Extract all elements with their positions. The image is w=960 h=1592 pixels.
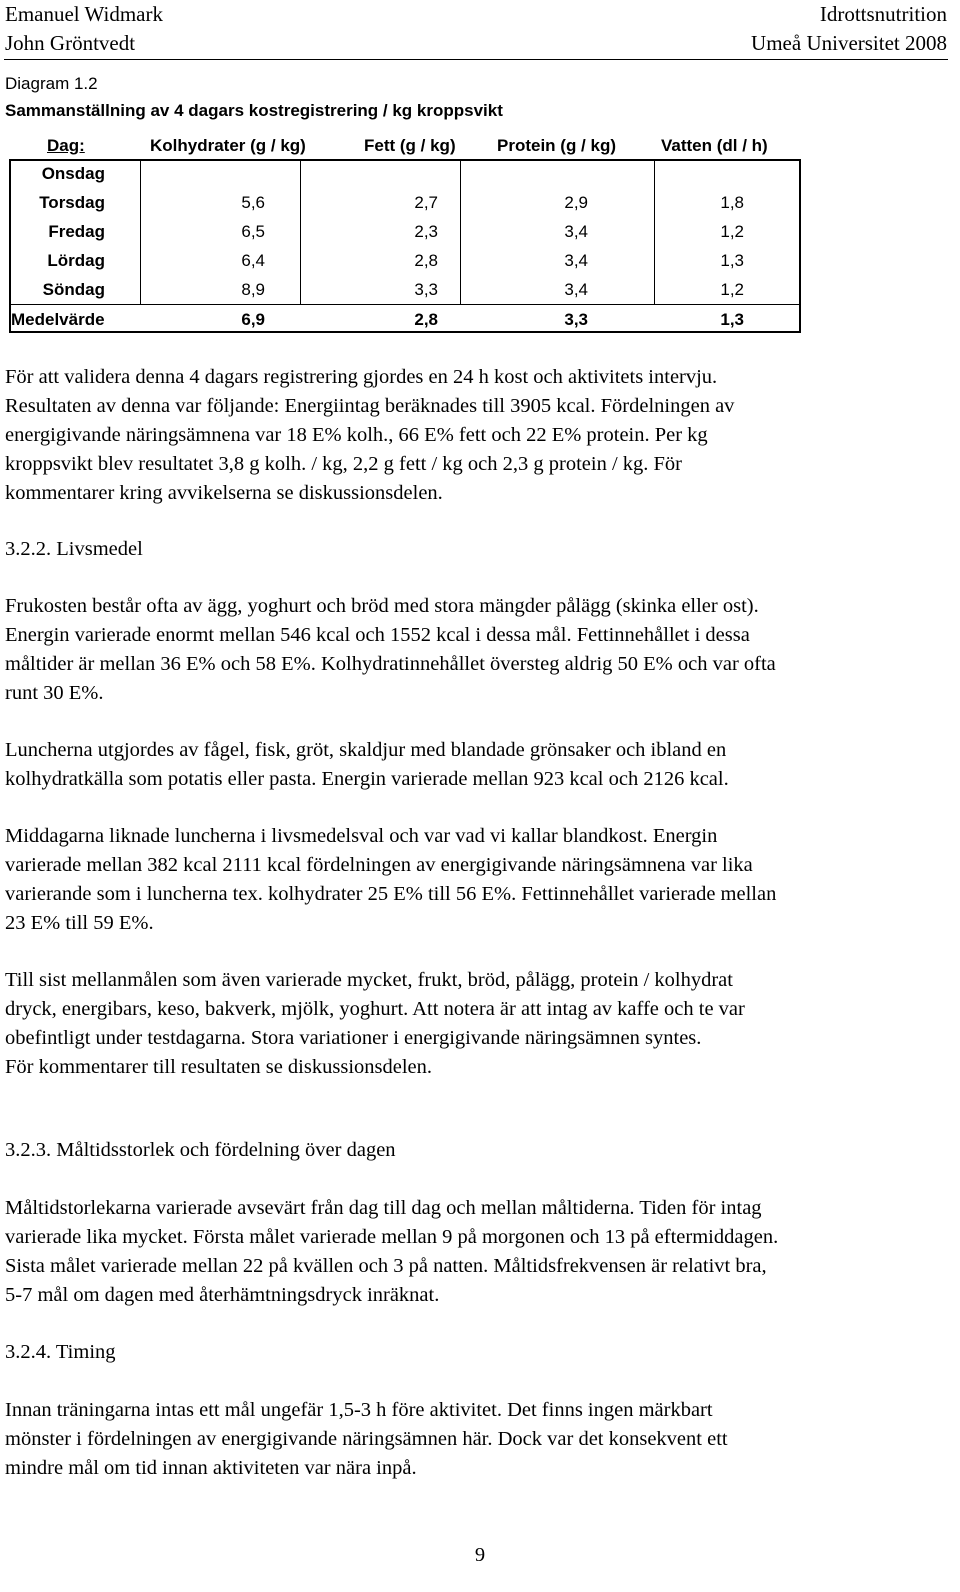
average-fett: 2,8	[414, 310, 438, 329]
cell-protein: 3,4	[564, 222, 588, 241]
mellanmal-paragraph	[5, 966, 953, 1082]
text-line: måltider är mellan 36 E% och 58 E%. Kolhydratinnehållet översteg aldrig 50 E% och var ofta	[5, 653, 776, 675]
text-line: För kommentarer till resultaten se diskussionsdelen.	[5, 1056, 433, 1078]
cell-kolhydrater: 8,9	[241, 280, 265, 299]
cell-vatten: 1,8	[720, 193, 744, 212]
text-line: kroppsvikt blev resultatet 3,8 g kolh. / kg, 2,2 g fett / kg och 2,3 g protein / kg. För	[5, 453, 682, 475]
text-line: Innan träningarna intas ett mål ungefär 1,5-3 h före aktivitet. Det finns ingen märkbart	[5, 1399, 713, 1421]
column-divider	[460, 159, 461, 304]
author-name-2: John Gröntvedt	[5, 31, 136, 55]
cell-protein: 3,4	[564, 280, 588, 299]
text-line: obefintligt under testdagarna. Stora variationer i energigivande näringsämnen syntes.	[5, 1027, 702, 1049]
column-header-kolhydrater: Kolhydrater (g / kg)	[150, 136, 306, 155]
column-header-day: Dag:	[47, 136, 85, 155]
text-line: mindre mål om tid innan aktiviteten var nära inpå.	[5, 1457, 417, 1479]
cell-kolhydrater: 6,4	[241, 251, 265, 270]
maltid-paragraph	[5, 1194, 953, 1310]
text-line: 23 E% till 59 E%.	[5, 912, 154, 934]
column-header-vatten: Vatten (dl / h)	[661, 136, 768, 155]
column-header-protein: Protein (g / kg)	[497, 136, 616, 155]
table-row-day: Torsdag	[39, 193, 105, 212]
diagram-title: Sammanställning av 4 dagars kostregistrering / kg kroppsvikt	[5, 101, 503, 120]
column-divider	[300, 159, 301, 304]
table-row-day: Söndag	[42, 280, 105, 299]
text-line: varierade lika mycket. Första målet varierade mellan 9 på morgonen och 13 på eftermiddagen.	[5, 1226, 779, 1248]
cell-kolhydrater: 6,5	[241, 222, 265, 241]
cell-fett: 2,3	[414, 222, 438, 241]
table-row-day: Lördag	[47, 251, 105, 270]
text-line: runt 30 E%.	[5, 682, 104, 704]
header-divider	[4, 59, 948, 60]
cell-fett: 3,3	[414, 280, 438, 299]
average-label: Medelvärde	[11, 310, 105, 329]
author-name-1: Emanuel Widmark	[5, 2, 163, 26]
average-vatten: 1,3	[720, 310, 744, 329]
text-line: varierade mellan 382 kcal 2111 kcal fördelningen av energigivande näringsämnena var lika	[5, 854, 753, 876]
average-row-divider	[9, 304, 801, 305]
text-line: energigivande näringsämnena var 18 E% kolh., 66 E% fett och 22 E% protein. Per kg	[5, 424, 708, 446]
text-line: Energin varierade enormt mellan 546 kcal och 1552 kcal i dessa mål. Fettinnehållet i dessa	[5, 624, 750, 646]
section-heading-livsmedel: 3.2.2. Livsmedel	[5, 538, 143, 560]
text-line: Middagarna liknade luncherna i livsmedelsval och var vad vi kallar blandkost. Energin	[5, 825, 718, 847]
institution-year: Umeå Universitet 2008	[751, 31, 947, 55]
text-line: Resultaten av denna var följande: Energiintag beräknades till 3905 kcal. Fördelningen av	[5, 395, 735, 417]
text-line: Till sist mellanmålen som även varierade mycket, frukt, bröd, pålägg, protein / kolhydrat	[5, 969, 733, 991]
text-line: kommentarer kring avvikelserna se diskussionsdelen.	[5, 482, 443, 504]
cell-kolhydrater: 5,6	[241, 193, 265, 212]
middag-paragraph	[5, 822, 953, 938]
text-line: mönster i fördelningen av energigivande näringsämnen här. Dock var det konsekvent ett	[5, 1428, 728, 1450]
text-line: kolhydratkälla som potatis eller pasta. Energin varierade mellan 923 kcal och 2126 kcal.	[5, 768, 729, 790]
frukost-paragraph	[5, 592, 953, 708]
average-kolhydrater: 6,9	[241, 310, 265, 329]
cell-fett: 2,8	[414, 251, 438, 270]
section-heading-timing: 3.2.4. Timing	[5, 1341, 116, 1363]
table-row-day: Onsdag	[41, 164, 105, 183]
text-line: Sista målet varierade mellan 22 på kvällen och 3 på natten. Måltidsfrekvensen är relativt bra,	[5, 1255, 767, 1277]
timing-paragraph	[5, 1396, 953, 1483]
text-line: varierande som i luncherna tex. kolhydrater 25 E% till 56 E%. Fettinnehållet varierade mellan	[5, 883, 777, 905]
cell-protein: 3,4	[564, 251, 588, 270]
column-divider	[140, 159, 141, 304]
text-line: Måltidstorlekarna varierade avsevärt från dag till dag och mellan måltiderna. Tiden för intag	[5, 1197, 762, 1219]
course-name: Idrottsnutrition	[819, 2, 947, 26]
section-heading-maltidsstorlek: 3.2.3. Måltidsstorlek och fördelning över dagen	[5, 1139, 396, 1161]
diagram-label: Diagram 1.2	[5, 74, 98, 93]
cell-vatten: 1,3	[720, 251, 744, 270]
cell-vatten: 1,2	[720, 280, 744, 299]
text-line: Frukosten består ofta av ägg, yoghurt och bröd med stora mängder pålägg (skinka eller ost).	[5, 595, 759, 617]
data-table-frame	[9, 159, 801, 333]
text-line: Luncherna utgjordes av fågel, fisk, gröt, skaldjur med blandade grönsaker och ibland en	[5, 739, 727, 761]
text-line: dryck, energibars, keso, bakverk, mjölk, yoghurt. Att notera är att intag av kaffe och te var	[5, 998, 745, 1020]
validation-paragraph	[5, 363, 953, 508]
table-row-day: Fredag	[48, 222, 105, 241]
cell-protein: 2,9	[564, 193, 588, 212]
average-protein: 3,3	[564, 310, 588, 329]
text-line: 5-7 mål om dagen med återhämtningsdryck inräknat.	[5, 1284, 440, 1306]
cell-vatten: 1,2	[720, 222, 744, 241]
page-number: 9	[474, 1544, 486, 1566]
cell-fett: 2,7	[414, 193, 438, 212]
lunch-paragraph	[5, 736, 953, 794]
column-header-fett: Fett (g / kg)	[364, 136, 456, 155]
text-line: För att validera denna 4 dagars registrering gjordes en 24 h kost och aktivitets intervju.	[5, 366, 718, 388]
